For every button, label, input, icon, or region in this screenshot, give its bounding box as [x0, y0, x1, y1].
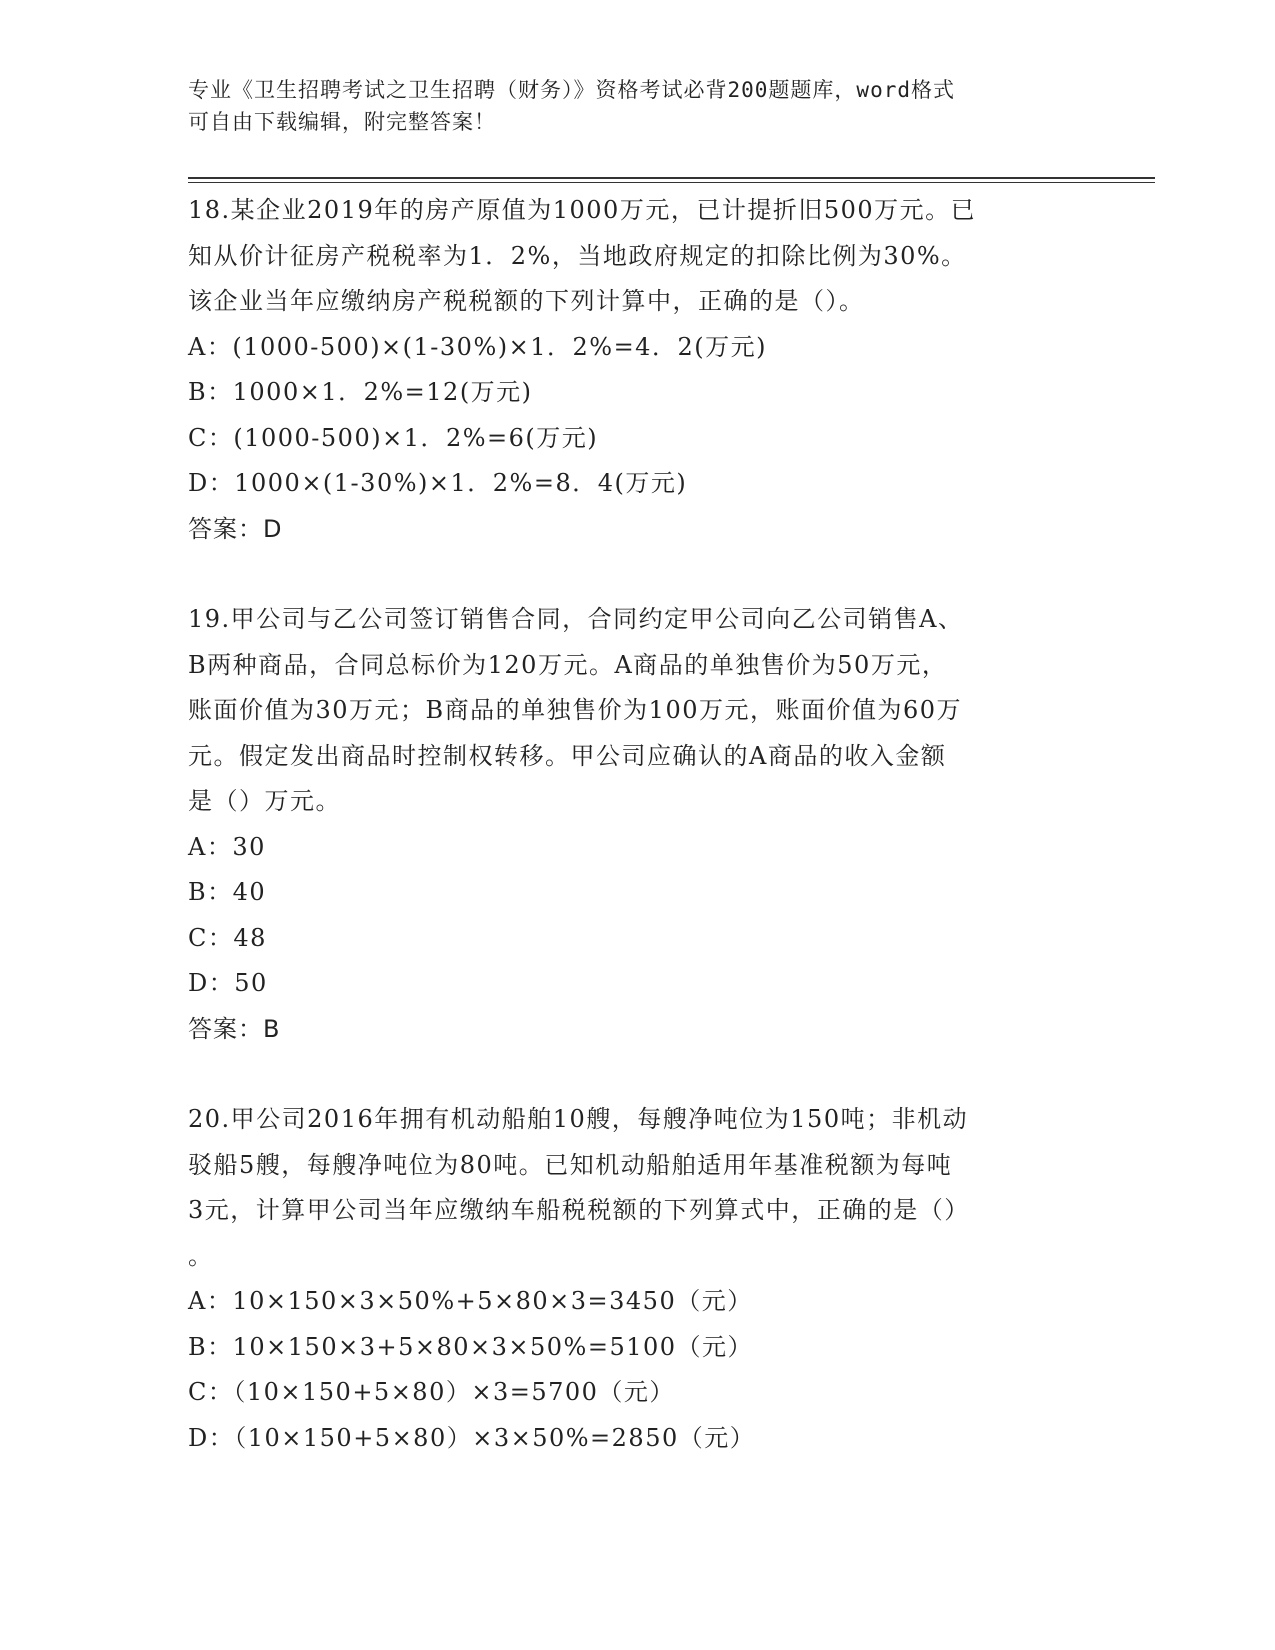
option-d: D：（10×150+5×80）×3×50%=2850（元） — [188, 1423, 756, 1452]
answer-label: 答案：B — [188, 1014, 281, 1043]
question-stem-line: 驳船5艘，每艘净吨位为80吨。已知机动船舶适用年基准税额为每吨 — [188, 1150, 953, 1179]
question-spacer — [188, 552, 1068, 597]
option-c: C：（10×150+5×80）×3=5700（元） — [188, 1378, 675, 1406]
question-19 — [188, 597, 1068, 1052]
question-stem-line: 3元，计算甲公司当年应缴纳车船税税额的下列算式中，正确的是（） — [188, 1196, 970, 1224]
header-divider-thin — [188, 182, 1155, 183]
answer-label: 答案：D — [188, 514, 283, 543]
question-stem-line: 账面价值为30万元；B商品的单独售价为100万元，账面价值为60万 — [188, 696, 963, 724]
question-stem-line: 20.甲公司2016年拥有机动船舶10艘，每艘净吨位为150吨；非机动 — [188, 1105, 969, 1133]
question-spacer — [188, 1052, 1068, 1097]
header-divider-thick — [188, 177, 1155, 179]
question-stem-line: 知从价计征房产税税率为1．2%，当地政府规定的扣除比例为30%。 — [188, 241, 967, 270]
option-b: B：40 — [188, 878, 267, 906]
option-c: C：(1000-500)×1．2%=6(万元) — [188, 423, 599, 452]
option-b: B：10×150×3+5×80×3×50%=5100（元） — [188, 1332, 754, 1361]
question-stem-line: 。 — [188, 1241, 214, 1270]
option-a: A：30 — [188, 832, 266, 861]
question-stem-line: B两种商品，合同总标价为120万元。A商品的单独售价为50万元， — [188, 650, 948, 679]
header-line-2: 可自由下载编辑，附完整答案！ — [188, 110, 496, 134]
question-18 — [188, 188, 1068, 552]
header-line-1: 专业《卫生招聘考试之卫生招聘（财务）》资格考试必背200题题库，word格式 — [188, 78, 955, 102]
question-stem-line: 该企业当年应缴纳房产税税额的下列计算中，正确的是（）。 — [188, 287, 865, 315]
question-stem-line: 19.甲公司与乙公司签订销售合同，合同约定甲公司向乙公司销售A、 — [188, 605, 964, 633]
question-stem-line: 元。假定发出商品时控制权转移。甲公司应确认的A商品的收入金额 — [188, 741, 947, 770]
option-a: A：(1000-500)×(1-30%)×1．2%=4．2(万元) — [188, 332, 767, 361]
option-b: B：1000×1．2%=12(万元) — [188, 378, 533, 406]
option-d: D：1000×(1-30%)×1．2%=8．4(万元) — [188, 469, 688, 497]
option-d: D：50 — [188, 969, 268, 997]
question-list — [188, 188, 1068, 1461]
question-20 — [188, 1097, 1068, 1461]
question-stem-line: 18.某企业2019年的房产原值为1000万元，已计提折旧500万元。已 — [188, 196, 977, 224]
option-c: C：48 — [188, 923, 267, 952]
document-header — [188, 74, 1068, 138]
option-a: A：10×150×3×50%+5×80×3=3450（元） — [188, 1287, 753, 1315]
question-stem-line: 是（）万元。 — [188, 787, 341, 815]
